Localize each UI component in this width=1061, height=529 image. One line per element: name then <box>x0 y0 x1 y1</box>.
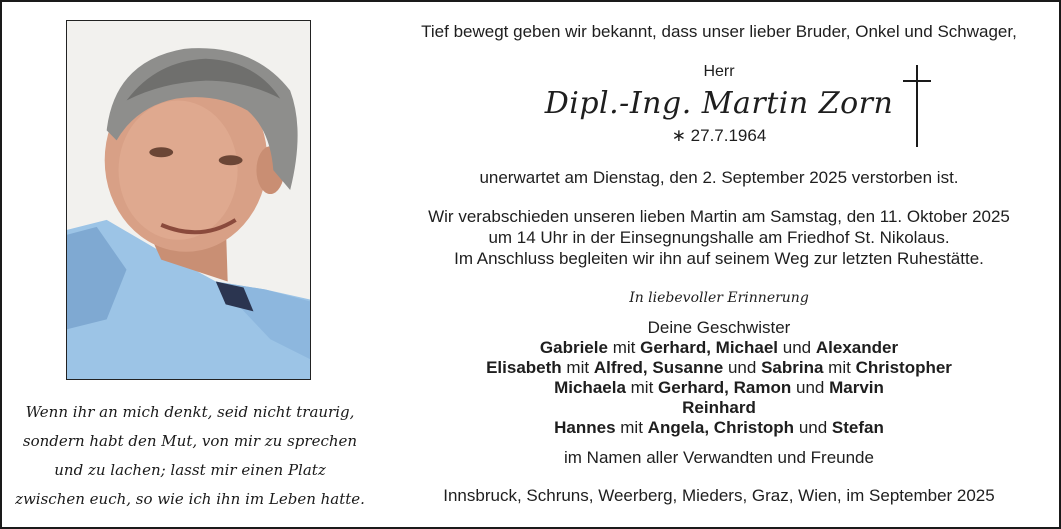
deceased-name: Dipl.-Ing. Martin Zorn <box>544 86 894 121</box>
family-name: Alfred, Susanne <box>593 358 724 377</box>
family-row <box>374 398 1061 418</box>
family-name: Christopher <box>855 358 952 377</box>
quote-line: sondern habt den Mut, von mir zu sprechen <box>22 432 358 450</box>
family-name: Hannes <box>554 418 616 437</box>
farewell-line: um 14 Uhr in der Einsegnungshalle am Friedhof St. Nikolaus. <box>488 228 950 247</box>
connector-word: mit <box>630 378 654 397</box>
family-name: Marvin <box>829 378 884 397</box>
family-name: Elisabeth <box>486 358 562 377</box>
connector-word: und <box>727 358 757 377</box>
family-name: Gabriele <box>539 338 608 357</box>
connector-word: mit <box>612 338 636 357</box>
family-row <box>374 338 1061 358</box>
latin-cross-icon <box>901 65 933 147</box>
intro-text: Tief bewegt geben wir bekannt, dass unser lieber Bruder, Onkel und Schwager, <box>421 22 1017 41</box>
family-name: Reinhard <box>682 398 756 417</box>
family-name: Gerhard, Michael <box>640 338 779 357</box>
quote-line: zwischen euch, so wie ich ihn im Leben hatte. <box>15 490 365 508</box>
family-row <box>374 378 1061 398</box>
siblings-heading: Deine Geschwister <box>647 318 791 337</box>
family-name: Stefan <box>831 418 884 437</box>
connector-word: und <box>782 338 812 357</box>
family-row <box>374 358 1061 378</box>
birth-date: ∗ 27.7.1964 <box>671 126 767 145</box>
death-notice: unerwartet am Dienstag, den 2. September 2025 verstorben ist. <box>479 168 959 187</box>
quote-line: Wenn ihr an mich denkt, seid nicht traurig, <box>25 403 355 421</box>
places-line: Innsbruck, Schruns, Weerberg, Mieders, Graz, Wien, im September 2025 <box>443 486 995 505</box>
relatives-line: im Namen aller Verwandten und Freunde <box>564 448 874 467</box>
farewell-line: Im Anschluss begleiten wir ihn auf seinem Weg zur letzten Ruhestätte. <box>454 249 984 268</box>
family-name: Gerhard, Ramon <box>658 378 792 397</box>
memorial-quote <box>10 398 370 514</box>
connector-word: mit <box>828 358 851 377</box>
portrait-photo <box>66 20 311 380</box>
family-name: Alexander <box>815 338 899 357</box>
farewell-line: Wir verabschieden unseren lieben Martin am Samstag, den 11. Oktober 2025 <box>428 207 1010 226</box>
salutation: Herr <box>703 63 735 80</box>
family-row <box>374 418 1061 438</box>
connector-word: und <box>798 418 828 437</box>
memory-line: In liebevoller Erinnerung <box>629 290 809 306</box>
quote-line: und zu lachen; lasst mir einen Platz <box>54 461 326 479</box>
family-name: Sabrina <box>761 358 824 377</box>
connector-word: mit <box>620 418 643 437</box>
family-name: Michaela <box>554 378 626 397</box>
connector-word: und <box>795 378 825 397</box>
family-name: Angela, Christoph <box>647 418 795 437</box>
connector-word: mit <box>566 358 590 377</box>
